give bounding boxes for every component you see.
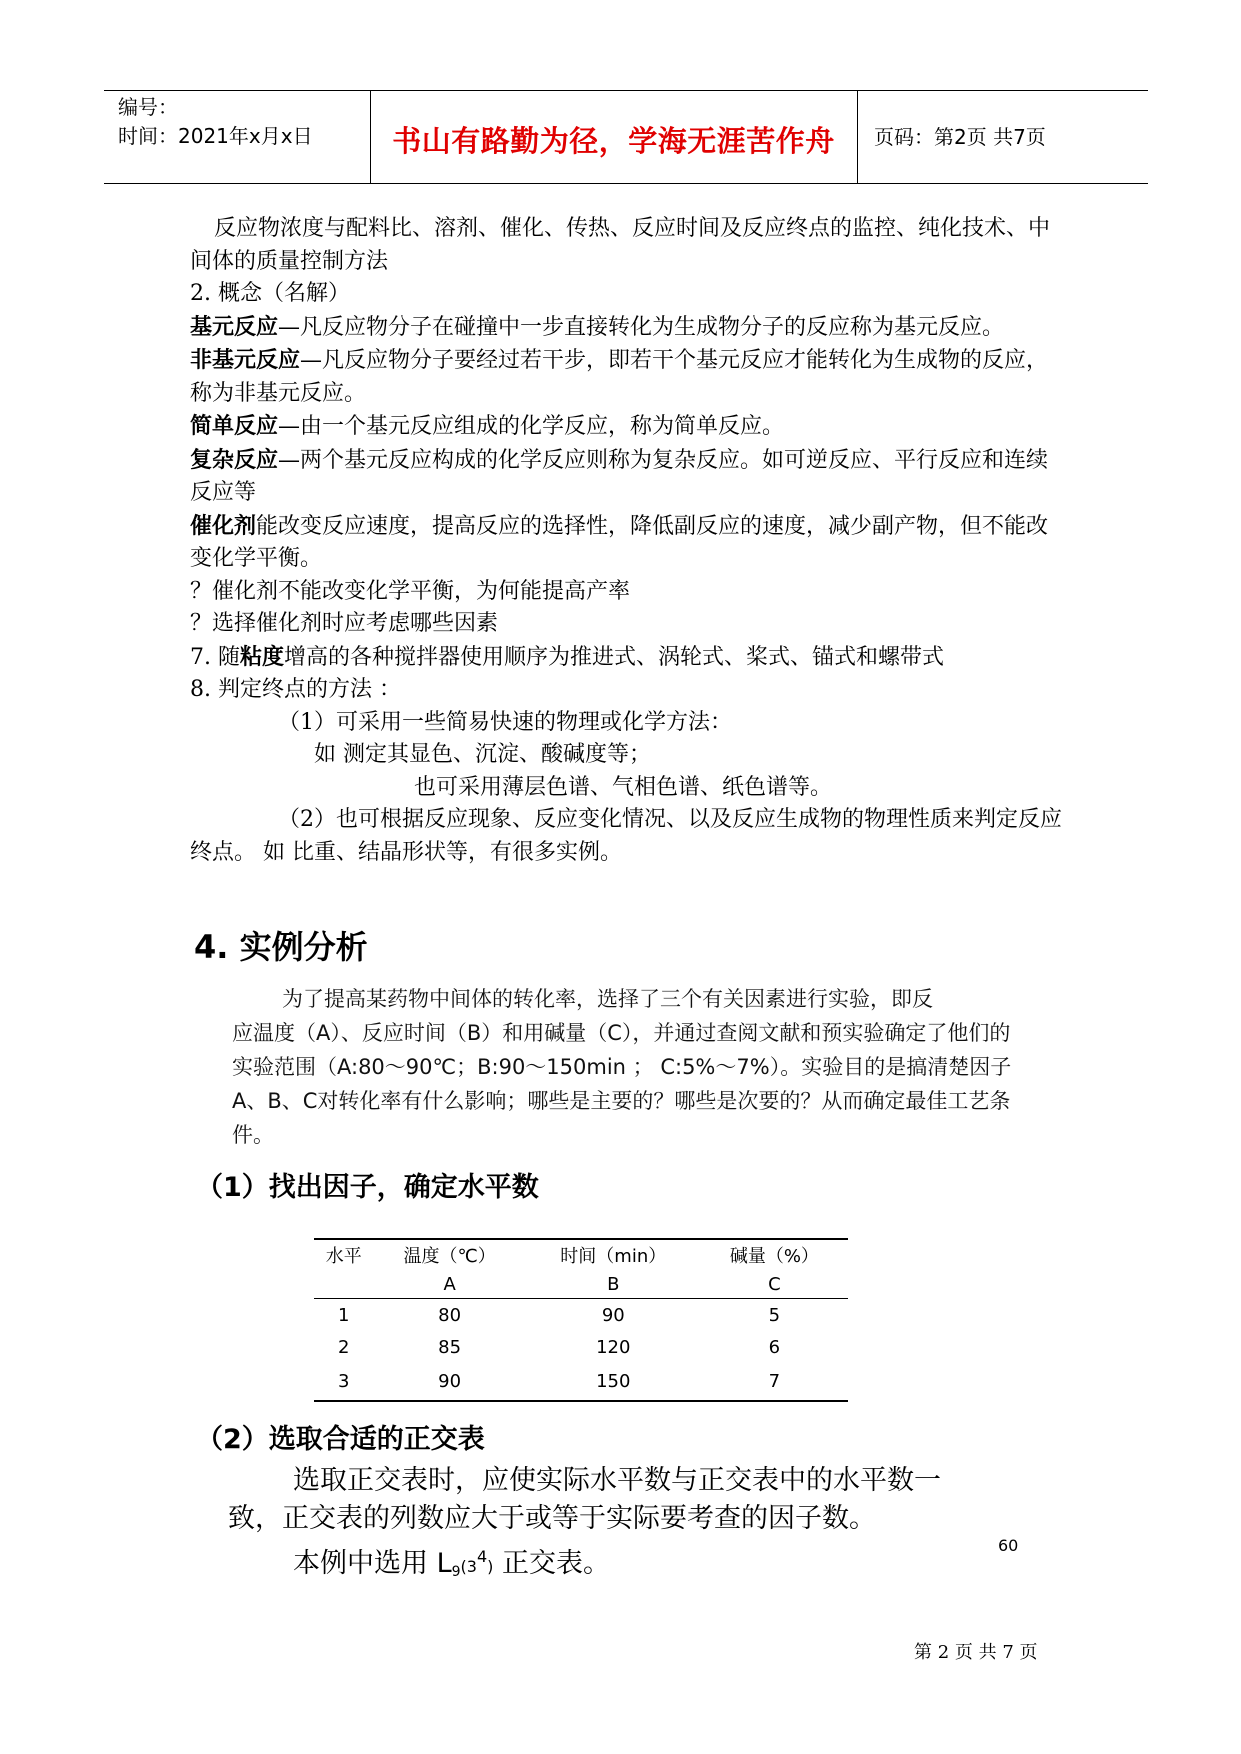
list-item: （1）可采用一些简易快速的物理或化学方法： bbox=[278, 709, 732, 735]
slide-body-text bbox=[228, 1462, 1028, 1591]
header-meta bbox=[118, 93, 313, 151]
document-body bbox=[190, 213, 1070, 869]
term: 粘度 bbox=[239, 643, 284, 670]
slide-title: 4. 实例分析 bbox=[194, 928, 368, 966]
table-cell: 7 bbox=[701, 1363, 848, 1401]
table-cell: 90 bbox=[601, 1304, 625, 1326]
text-span: 增高的各种搅拌器使用顺序为推进式、涡轮式、桨式、锚式和螺带式 bbox=[284, 644, 945, 670]
text-span: 正交表。 bbox=[493, 1548, 610, 1579]
header-motto: 书山有路勤为径，学海无涯苦作舟 bbox=[392, 124, 835, 158]
header-divider bbox=[857, 91, 858, 183]
slide-subheading: （2）选取合适的正交表 bbox=[196, 1424, 485, 1455]
paragraph bbox=[190, 641, 1070, 675]
table-header: 时间（min） bbox=[526, 1239, 701, 1270]
definition-text: —两个基元反应构成的化学反应则称为复杂反应。如可逆反应、平行反应和连续反应等 bbox=[190, 447, 1049, 505]
section-heading: 8. 判定终点的方法 ： bbox=[190, 677, 401, 702]
definition bbox=[190, 510, 1070, 576]
doc-number-label: 编号： bbox=[118, 95, 178, 119]
levels-table bbox=[314, 1238, 848, 1402]
term: 复杂反应 bbox=[190, 446, 279, 473]
superscript: 4 bbox=[476, 1547, 488, 1566]
table-header: 碱量（%） bbox=[701, 1239, 848, 1270]
slide-paragraph bbox=[232, 982, 1022, 1152]
definition-text: —由一个基元反应组成的化学反应，称为简单反应。 bbox=[278, 414, 785, 439]
embedded-slide bbox=[190, 922, 1050, 1592]
text-span: 本例中选用 L bbox=[293, 1548, 452, 1579]
slide-text-line bbox=[228, 1538, 1028, 1591]
definition bbox=[190, 344, 1070, 410]
list-item: 如 测定其显色、沉淀、酸碱度等； bbox=[314, 742, 651, 767]
table-subheader: A bbox=[373, 1270, 525, 1299]
table-row bbox=[314, 1299, 848, 1332]
text-span: 7. 随 bbox=[190, 644, 240, 670]
section-heading: 2. 概念（名解） bbox=[190, 281, 350, 306]
term: 基元反应 bbox=[190, 313, 279, 340]
definition-text: —凡反应物分子在碰撞中一步直接转化为生成物分子的反应称为基元反应。 bbox=[278, 314, 1005, 340]
term: 催化剂 bbox=[190, 512, 257, 539]
slide-number: 60 bbox=[998, 1536, 1019, 1555]
list-item: 也可采用薄层色谱、气相色谱、纸色谱等。 bbox=[414, 774, 833, 800]
table-cell: 150 bbox=[526, 1363, 701, 1401]
list-item bbox=[190, 804, 1070, 869]
definition bbox=[190, 444, 1070, 510]
table-cell: 3 bbox=[314, 1363, 373, 1401]
table-row bbox=[314, 1331, 848, 1363]
slide-subheading: （1）找出因子，确定水平数 bbox=[196, 1172, 539, 1203]
table-subheader bbox=[314, 1270, 373, 1299]
text-span: (3 bbox=[460, 1557, 477, 1576]
table-header: 温度（℃） bbox=[373, 1239, 525, 1270]
table-header-row bbox=[314, 1239, 848, 1270]
table-cell: 1 bbox=[338, 1304, 350, 1326]
text-span: ) bbox=[487, 1557, 494, 1576]
definition bbox=[190, 311, 1070, 345]
table-row bbox=[314, 1363, 848, 1401]
text-span: （2）也可根据反应现象、反应变化情况、以及反应生成物的物理性质来判定反应终点。 如 比重、结晶形状等，有很多实例。 bbox=[190, 807, 1062, 865]
table-header: 水平 bbox=[314, 1239, 373, 1270]
term: 简单反应 bbox=[190, 413, 279, 439]
table-cell: 85 bbox=[438, 1336, 462, 1358]
table-subheader: B bbox=[526, 1270, 701, 1299]
table-cell: 6 bbox=[768, 1336, 781, 1358]
subscript: 9 bbox=[451, 1564, 461, 1580]
definition bbox=[190, 410, 1070, 444]
table-cell: 2 bbox=[338, 1336, 350, 1358]
question: ？选择催化剂时应考虑哪些因素 bbox=[190, 611, 499, 636]
table-cell: 90 bbox=[373, 1363, 525, 1401]
page-header bbox=[104, 90, 1148, 184]
doc-time-label: 时间：2021年x月x日 bbox=[118, 124, 313, 148]
definition-text: —凡反应物分子要经过若干步，即若干个基元反应才能转化为生成物的反应，称为非基元反应。 bbox=[190, 348, 1049, 406]
slide-text-line: 选取正交表时，应使实际水平数与正交表中的水平数一 bbox=[293, 1465, 941, 1496]
table-cell: 120 bbox=[596, 1336, 631, 1358]
table-subheader-row bbox=[314, 1270, 848, 1299]
table-subheader: C bbox=[701, 1270, 848, 1299]
table-cell: 80 bbox=[438, 1304, 462, 1326]
page-footer: 第 2 页 共 7 页 bbox=[914, 1642, 1038, 1663]
table-cell: 5 bbox=[768, 1304, 781, 1326]
slide-paragraph-line: 为了提高某药物中间体的转化率，选择了三个有关因素进行实验，即反 bbox=[282, 987, 933, 1011]
slide-text-line: 致，正交表的列数应大于或等于实际要考查的因子数。 bbox=[228, 1503, 876, 1534]
header-page-label: 页码：第2页 共7页 bbox=[874, 125, 1046, 149]
term: 非基元反应 bbox=[190, 347, 301, 373]
paragraph: 反应物浓度与配料比、溶剂、催化、传热、反应时间及反应终点的监控、纯化技术、中间体的质量控制方法 bbox=[190, 216, 1051, 274]
definition-text: 能改变反应速度，提高反应的选择性，降低副反应的速度，减少副产物，但不能改变化学平衡。 bbox=[190, 513, 1049, 571]
question: ？催化剂不能改变化学平衡，为何能提高产率 bbox=[190, 578, 631, 604]
slide-paragraph-rest: 应温度（A）、反应时间（B）和用碱量（C），并通过查阅文献和预实验确定了他们的实验范围（A:80～90℃；B:90～150min ； C:5%～7%）。实验目的是搞清楚因子A、B、C对转化率有什么影响；哪些是主要的？哪些是次要的？从而确定最佳工艺条件。 bbox=[232, 1021, 1012, 1147]
